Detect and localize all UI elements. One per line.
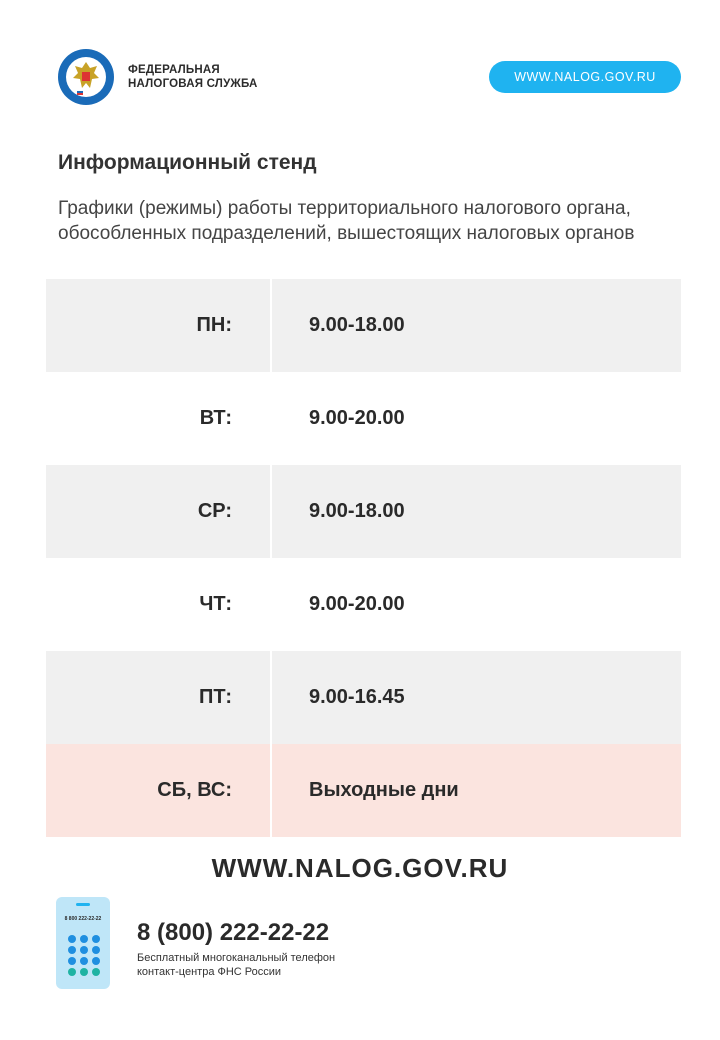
schedule-row-fri	[46, 651, 681, 744]
hotline-description-line2: контакт-центра ФНС России	[137, 966, 282, 978]
phone-icon-number: 8 800 222-22-22	[64, 916, 102, 922]
schedule-day: СР:	[46, 465, 272, 558]
phone-notch	[76, 903, 90, 906]
phone-icon	[56, 897, 110, 989]
schedule-hours: 9.00-18.00	[309, 500, 405, 522]
schedule-hours: 9.00-20.00	[309, 407, 405, 429]
site-link-button[interactable]: WWW.NALOG.GOV.RU	[489, 61, 681, 93]
org-name-line1: ФЕДЕРАЛЬНАЯ	[128, 64, 220, 76]
phone-keypad-icon	[68, 935, 100, 976]
hotline-description	[137, 951, 335, 979]
page-title: Информационный стенд	[58, 151, 317, 174]
hotline-description-line1: Бесплатный многоканальный телефон	[137, 952, 336, 964]
schedule-row-tue	[46, 372, 681, 465]
schedule-day: ВТ:	[46, 372, 272, 465]
header	[0, 0, 720, 120]
schedule-day: ЧТ:	[46, 558, 272, 651]
schedule-table	[46, 279, 681, 837]
schedule-day: ПТ:	[46, 651, 272, 744]
schedule-hours: 9.00-16.45	[309, 686, 405, 708]
schedule-row-thu	[46, 558, 681, 651]
schedule-day: СБ, ВС:	[46, 744, 272, 837]
schedule-hours: 9.00-20.00	[309, 593, 405, 615]
schedule-row-wed	[46, 465, 681, 558]
fns-emblem-icon	[57, 48, 115, 106]
schedule-day: ПН:	[46, 279, 272, 372]
schedule-hours: Выходные дни	[309, 779, 459, 801]
org-name	[128, 63, 258, 91]
hotline-phone-number[interactable]: 8 (800) 222-22-22	[137, 919, 330, 946]
schedule-row-mon	[46, 279, 681, 372]
schedule-hours: 9.00-18.00	[309, 314, 405, 336]
org-name-line2: НАЛОГОВАЯ СЛУЖБА	[128, 78, 258, 90]
page-subtitle: Графики (режимы) работы территориального налогового органа, обособленных подразделений, вышестоящих налоговых органов	[58, 198, 635, 244]
footer-site-link[interactable]: WWW.NALOG.GOV.RU	[211, 853, 509, 883]
schedule-row-weekend	[46, 744, 681, 837]
